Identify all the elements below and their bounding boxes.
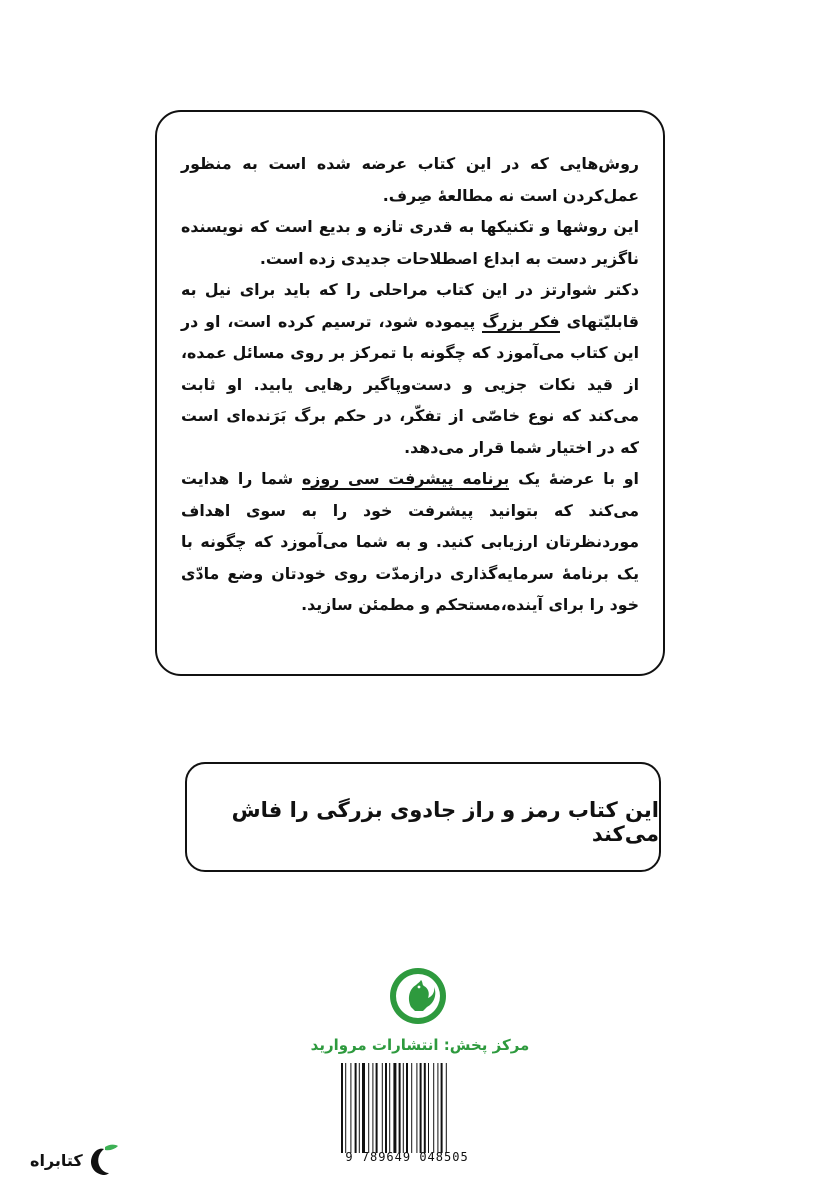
- paragraph-text: دکتر شوارتز در این کتاب مراحلی را که باید برای نیل به قابلیّتهای: [181, 280, 639, 331]
- underlined-phrase: فکر بزرگ: [482, 311, 560, 331]
- barcode-bar: [446, 1063, 447, 1153]
- paragraph-text: او با عرضهٔ یک: [509, 469, 639, 488]
- barcode-bar: [359, 1063, 360, 1153]
- publisher-label: مرکز پخش: انتشارات مروارید: [310, 1036, 530, 1054]
- underlined-phrase: برنامه پیشرفت سی روزه: [301, 469, 510, 488]
- tagline-box: [185, 762, 661, 872]
- description-box: [155, 110, 665, 676]
- description-paragraph: [181, 463, 639, 621]
- rooster-logo-icon: [389, 967, 447, 1025]
- barcode-bar: [437, 1063, 438, 1153]
- description-paragraph: [181, 211, 639, 274]
- barcode-bar: [372, 1063, 373, 1153]
- barcode-image: [337, 1063, 477, 1153]
- watermark-text: کتابراه: [30, 1150, 83, 1170]
- watermark: [30, 1143, 119, 1177]
- barcode-bar: [406, 1063, 408, 1153]
- barcode-bar: [350, 1063, 351, 1153]
- barcode-bar: [355, 1063, 357, 1153]
- description-paragraph: [181, 274, 639, 463]
- barcode-bar: [403, 1063, 404, 1153]
- barcode-bar: [389, 1063, 390, 1153]
- isbn-digits: 9 789649 048505: [345, 1150, 469, 1164]
- paragraph-text: پیموده شود، ترسیم کرده است، او در این کتاب می‌آموزد که چگونه با تمرکز بر روی مسائل عمده، از قید نکات جزیی و دست‌وپاگیر رهایی یابید. او ثابت می‌کند که نوع خاصّی از تفکّر، در حکم برگ بَرَنده‌ای است که در اختیار شما قرار می‌دهد.: [181, 311, 639, 457]
- barcode-bar: [345, 1063, 346, 1153]
- barcode-bar: [341, 1063, 343, 1153]
- tagline-text: این کتاب رمز و راز جادوی بزرگی را فاش می‌کند: [231, 798, 659, 846]
- barcode-bar: [393, 1063, 396, 1153]
- barcode-bar: [420, 1063, 422, 1153]
- barcode-bar: [441, 1063, 443, 1153]
- barcode-bar: [411, 1063, 412, 1153]
- description-paragraph: [181, 148, 639, 211]
- barcode-bar: [428, 1063, 429, 1153]
- paragraph-text: روش‌هایی که در این کتاب عرضه شده است به منظور عمل‌کردن است نه مطالعهٔ صِرف.: [181, 154, 639, 205]
- barcode-bar: [385, 1063, 387, 1153]
- paragraph-text: شما را هدایت می‌کند که بتوانید پیشرفت خود را به سوی اهداف موردنظرتان ارزیابی کنید. و به شما می‌آموزد که چگونه با یک برنامهٔ سرمایه‌گذاری درازمدّت روی خودتان وضع مادّی خود را برای آینده،مستحکم و مطمئن سازید.: [181, 469, 639, 614]
- leaf-logo-icon: [87, 1143, 119, 1177]
- barcode-bar: [424, 1063, 426, 1153]
- barcode-bar: [376, 1063, 378, 1153]
- barcode-bar: [416, 1063, 417, 1153]
- barcode-bar: [362, 1063, 365, 1153]
- barcode-bar: [368, 1063, 369, 1153]
- barcode-bar: [382, 1063, 383, 1153]
- barcode-bar: [399, 1063, 401, 1153]
- paragraph-text: این روشها و تکنیکها به قدری تازه و بدیع است که نویسنده ناگزیر دست به ابداع اصطلاحات جدیدی زده است.: [181, 217, 639, 268]
- barcode-bar: [433, 1063, 434, 1153]
